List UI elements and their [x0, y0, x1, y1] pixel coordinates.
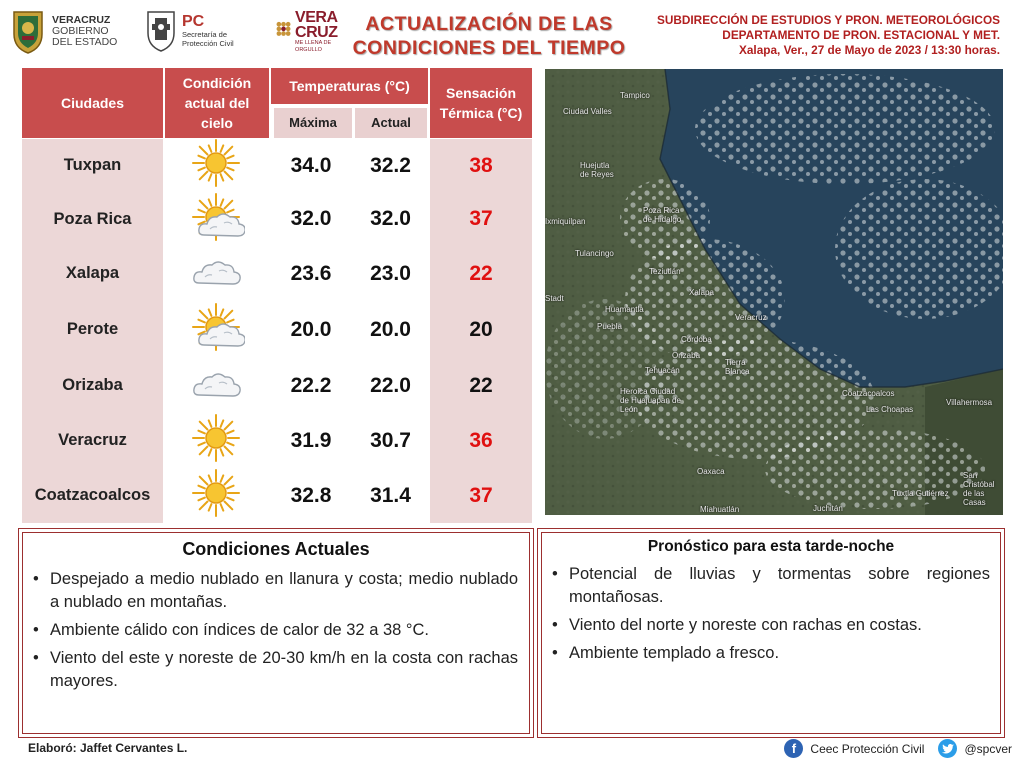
sky-condition-cell	[165, 468, 269, 523]
map-label-ciudad-valles: Ciudad Valles	[563, 107, 612, 116]
cloud-icon	[189, 247, 245, 300]
sky-condition-cell	[165, 139, 269, 192]
map-label-cordoba: Córdoba	[681, 335, 712, 344]
table-row	[22, 358, 534, 413]
feels-like-temp: 36	[469, 428, 493, 452]
current-temp-cell	[353, 192, 428, 246]
satellite-map	[545, 69, 1003, 515]
current-temp: 31.4	[370, 483, 411, 507]
map-label-poza-rica: Poza Rica de Hidalgo	[643, 206, 682, 224]
city-name: Xalapa	[65, 264, 120, 282]
twitter-bird-icon	[942, 744, 954, 754]
facebook-icon[interactable]: f	[784, 739, 803, 758]
map-label-huajuapan: Heroica Ciudad de Huajuapan de León	[620, 387, 681, 414]
map-label-juchitan: Juchitán	[813, 504, 843, 513]
sky-condition-cell	[165, 192, 269, 246]
sun-cloud-icon	[189, 193, 245, 246]
map-label-oaxaca: Oaxaca	[697, 467, 725, 476]
header-current: Actual	[355, 108, 427, 138]
max-temp: 20.0	[290, 317, 332, 341]
forecast-box	[537, 528, 1005, 738]
header-temperatures: Temperaturas (°C)	[271, 68, 428, 104]
author-credit: Elaboró: Jaffet Cervantes L.	[28, 741, 188, 755]
map-label-coatzacoalcos: Coatzacoalcos	[842, 389, 895, 398]
feels-like-temp-cell	[430, 358, 532, 413]
current-conditions-title: Condiciones Actuales	[182, 539, 370, 559]
current-temp-cell	[353, 246, 428, 301]
max-temp: 31.9	[290, 428, 332, 452]
map-label-stadt: Stadt	[545, 294, 564, 303]
map-label-teziutlan: Teziutlán	[649, 267, 681, 276]
current-temp-cell	[353, 413, 428, 468]
page-title	[344, 12, 634, 60]
map-label-tehuacan: Tehuacán	[645, 366, 680, 375]
forecast-frame	[541, 532, 1001, 734]
map-label-veracruz: Veracruz	[735, 313, 767, 322]
map-label-miahuatlan: Miahuatlán	[700, 505, 740, 514]
max-temp-cell	[271, 246, 351, 301]
map-label-ixmiquilpan: Ixmiquilpan	[545, 217, 586, 226]
current-temp: 30.7	[370, 428, 411, 452]
satellite-image	[545, 69, 1003, 515]
max-temp-cell	[271, 468, 351, 523]
forecast-item: • Viento del norte y noreste con rachas en costas.	[544, 614, 990, 637]
city-name: Veracruz	[58, 431, 127, 449]
sun-icon	[189, 139, 245, 192]
current-temp-cell	[353, 358, 428, 413]
feels-like-temp-cell	[430, 139, 532, 192]
sun-cloud-icon	[189, 303, 245, 356]
twitter-icon[interactable]	[938, 739, 957, 758]
gov-logo-line2: GOBIERNO	[52, 24, 109, 37]
brand-tagline: ME LLENA DE ORGULLO	[295, 40, 332, 53]
current-temp-cell	[353, 468, 428, 523]
current-conditions-frame	[22, 532, 530, 734]
forecast-item: • Ambiente templado a fresco.	[544, 642, 990, 665]
feels-like-temp-cell	[430, 246, 532, 301]
header-feels-like: Sensación Térmica (°C)	[430, 68, 532, 138]
map-label-tulancingo: Tulancingo	[575, 249, 614, 258]
map-label-tuxtla-gutierrez: Tuxtla Gutiérrez	[892, 489, 949, 498]
max-temp-cell	[271, 192, 351, 246]
sky-condition-cell	[165, 246, 269, 301]
forecast-item: • Potencial de lluvias y tormentas sobre regiones montañosas.	[544, 563, 990, 609]
proteccion-civil-logo	[145, 6, 260, 56]
page-title-line2: CONDICIONES DEL TIEMPO	[352, 37, 626, 59]
map-label-puebla: Puebla	[597, 322, 622, 331]
city-name: Poza Rica	[53, 209, 132, 228]
current-temp-cell	[353, 301, 428, 358]
map-label-las-choapas: Las Choapas	[866, 405, 914, 414]
current-conditions-box	[18, 528, 534, 738]
feels-like-temp: 37	[469, 207, 493, 230]
city-name-cell	[22, 192, 163, 246]
table-row	[22, 468, 534, 523]
max-temp-cell	[271, 413, 351, 468]
map-label-huejutla: Huejutla de Reyes	[580, 161, 614, 179]
brand-line1: VERA	[295, 9, 338, 26]
sun-icon	[189, 414, 245, 467]
pc-line1: Secretaría de	[182, 30, 228, 39]
feels-like-temp: 20	[469, 317, 493, 341]
header-sky: Condición actual del cielo	[165, 68, 269, 138]
feels-like-temp-cell	[430, 301, 532, 358]
map-label-tierra-blanca: Tierra Blanca	[725, 358, 750, 376]
feels-like-temp-cell	[430, 468, 532, 523]
gov-logo-line1: VERACRUZ	[52, 13, 111, 26]
map-label-huamantla: Huamantla	[605, 305, 644, 314]
header-max: Máxima	[274, 108, 352, 138]
feels-like-temp: 22	[469, 261, 493, 285]
feels-like-temp-cell	[430, 192, 532, 246]
current-temp: 32.0	[370, 207, 411, 230]
page-title-line1: ACTUALIZACIÓN DE LAS	[365, 13, 613, 35]
issuer-line1: SUBDIRECCIÓN DE ESTUDIOS Y PRON. METEOROLÓGICOS	[656, 13, 1000, 27]
max-temp-cell	[271, 358, 351, 413]
max-temp-cell	[271, 301, 351, 358]
max-temp: 32.8	[290, 483, 332, 507]
sun-icon	[189, 469, 245, 522]
brand-pattern-icon	[275, 17, 292, 47]
feels-like-temp-cell	[430, 413, 532, 468]
facebook-link[interactable]: Ceec Protección Civil	[810, 741, 925, 756]
city-name-cell	[22, 246, 163, 301]
header-cities: Ciudades	[22, 68, 163, 138]
forecast-title: Pronóstico para esta tarde-noche	[647, 538, 895, 555]
current-conditions-item: • Despejado a medio nublado en llanura y costa; medio nublado a nublado en montañas.	[25, 568, 518, 614]
table-row	[22, 139, 534, 194]
city-name: Perote	[66, 320, 119, 338]
table-row	[22, 413, 534, 468]
max-temp-cell	[271, 139, 351, 192]
sky-condition-cell	[165, 413, 269, 468]
current-temp: 20.0	[370, 317, 411, 341]
cloud-icon	[189, 359, 245, 412]
current-temp: 32.2	[370, 153, 411, 177]
map-label-tampico: Tampico	[620, 91, 650, 100]
feels-like-temp: 38	[469, 153, 493, 177]
current-temp: 23.0	[370, 261, 411, 285]
city-name-cell	[22, 301, 163, 358]
table-row	[22, 301, 534, 356]
social-links	[784, 739, 1012, 758]
current-conditions-item: • Ambiente cálido con índices de calor de 32 a 38 °C.	[25, 619, 518, 642]
max-temp: 22.2	[290, 373, 332, 397]
brand-line2: CRUZ	[295, 24, 338, 41]
current-temp-cell	[353, 139, 428, 192]
max-temp: 23.6	[290, 261, 332, 285]
sky-condition-cell	[165, 301, 269, 358]
city-name: Tuxpan	[63, 156, 122, 174]
coat-of-arms-icon	[10, 8, 46, 54]
city-name: Coatzacoalcos	[34, 486, 151, 504]
issuer-info	[657, 13, 1000, 58]
issue-date: Xalapa, Ver., 27 de Mayo de 2023 / 13:30 horas.	[739, 43, 1000, 57]
max-temp: 34.0	[290, 153, 332, 177]
gov-logo-line3: DEL ESTADO	[52, 35, 118, 48]
map-label-san-cristobal: San Cristóbal de las Casas	[963, 471, 995, 507]
table-header	[22, 68, 534, 138]
veracruz-brand-logo	[275, 8, 345, 56]
current-conditions-list	[25, 568, 518, 693]
table-row	[22, 192, 534, 247]
pc-abbr: PC	[182, 13, 205, 30]
veracruz-government-logo	[10, 6, 130, 56]
city-name-cell	[22, 468, 163, 523]
table-row	[22, 246, 534, 301]
issuer-line2: DEPARTAMENTO DE PRON. ESTACIONAL Y MET.	[722, 28, 1000, 42]
city-name-cell	[22, 139, 163, 192]
weather-table	[22, 68, 534, 523]
current-temp: 22.0	[370, 373, 411, 397]
map-label-orizaba: Orizaba	[672, 351, 701, 360]
city-name: Orizaba	[62, 376, 123, 394]
map-label-villahermosa: Villahermosa	[946, 398, 993, 407]
current-conditions-item: • Viento del este y noreste de 20-30 km/h en la costa con rachas mayores.	[25, 647, 518, 693]
max-temp: 32.0	[290, 207, 332, 230]
city-name-cell	[22, 413, 163, 468]
city-name-cell	[22, 358, 163, 413]
twitter-handle[interactable]: @spcver	[964, 741, 1012, 756]
map-label-xalapa: Xalapa	[689, 288, 714, 297]
feels-like-temp: 37	[469, 483, 493, 507]
feels-like-temp: 22	[469, 373, 493, 397]
pc-emblem-icon	[145, 9, 177, 53]
forecast-list	[544, 563, 990, 665]
pc-line2: Protección Civil	[182, 39, 234, 48]
sky-condition-cell	[165, 358, 269, 413]
